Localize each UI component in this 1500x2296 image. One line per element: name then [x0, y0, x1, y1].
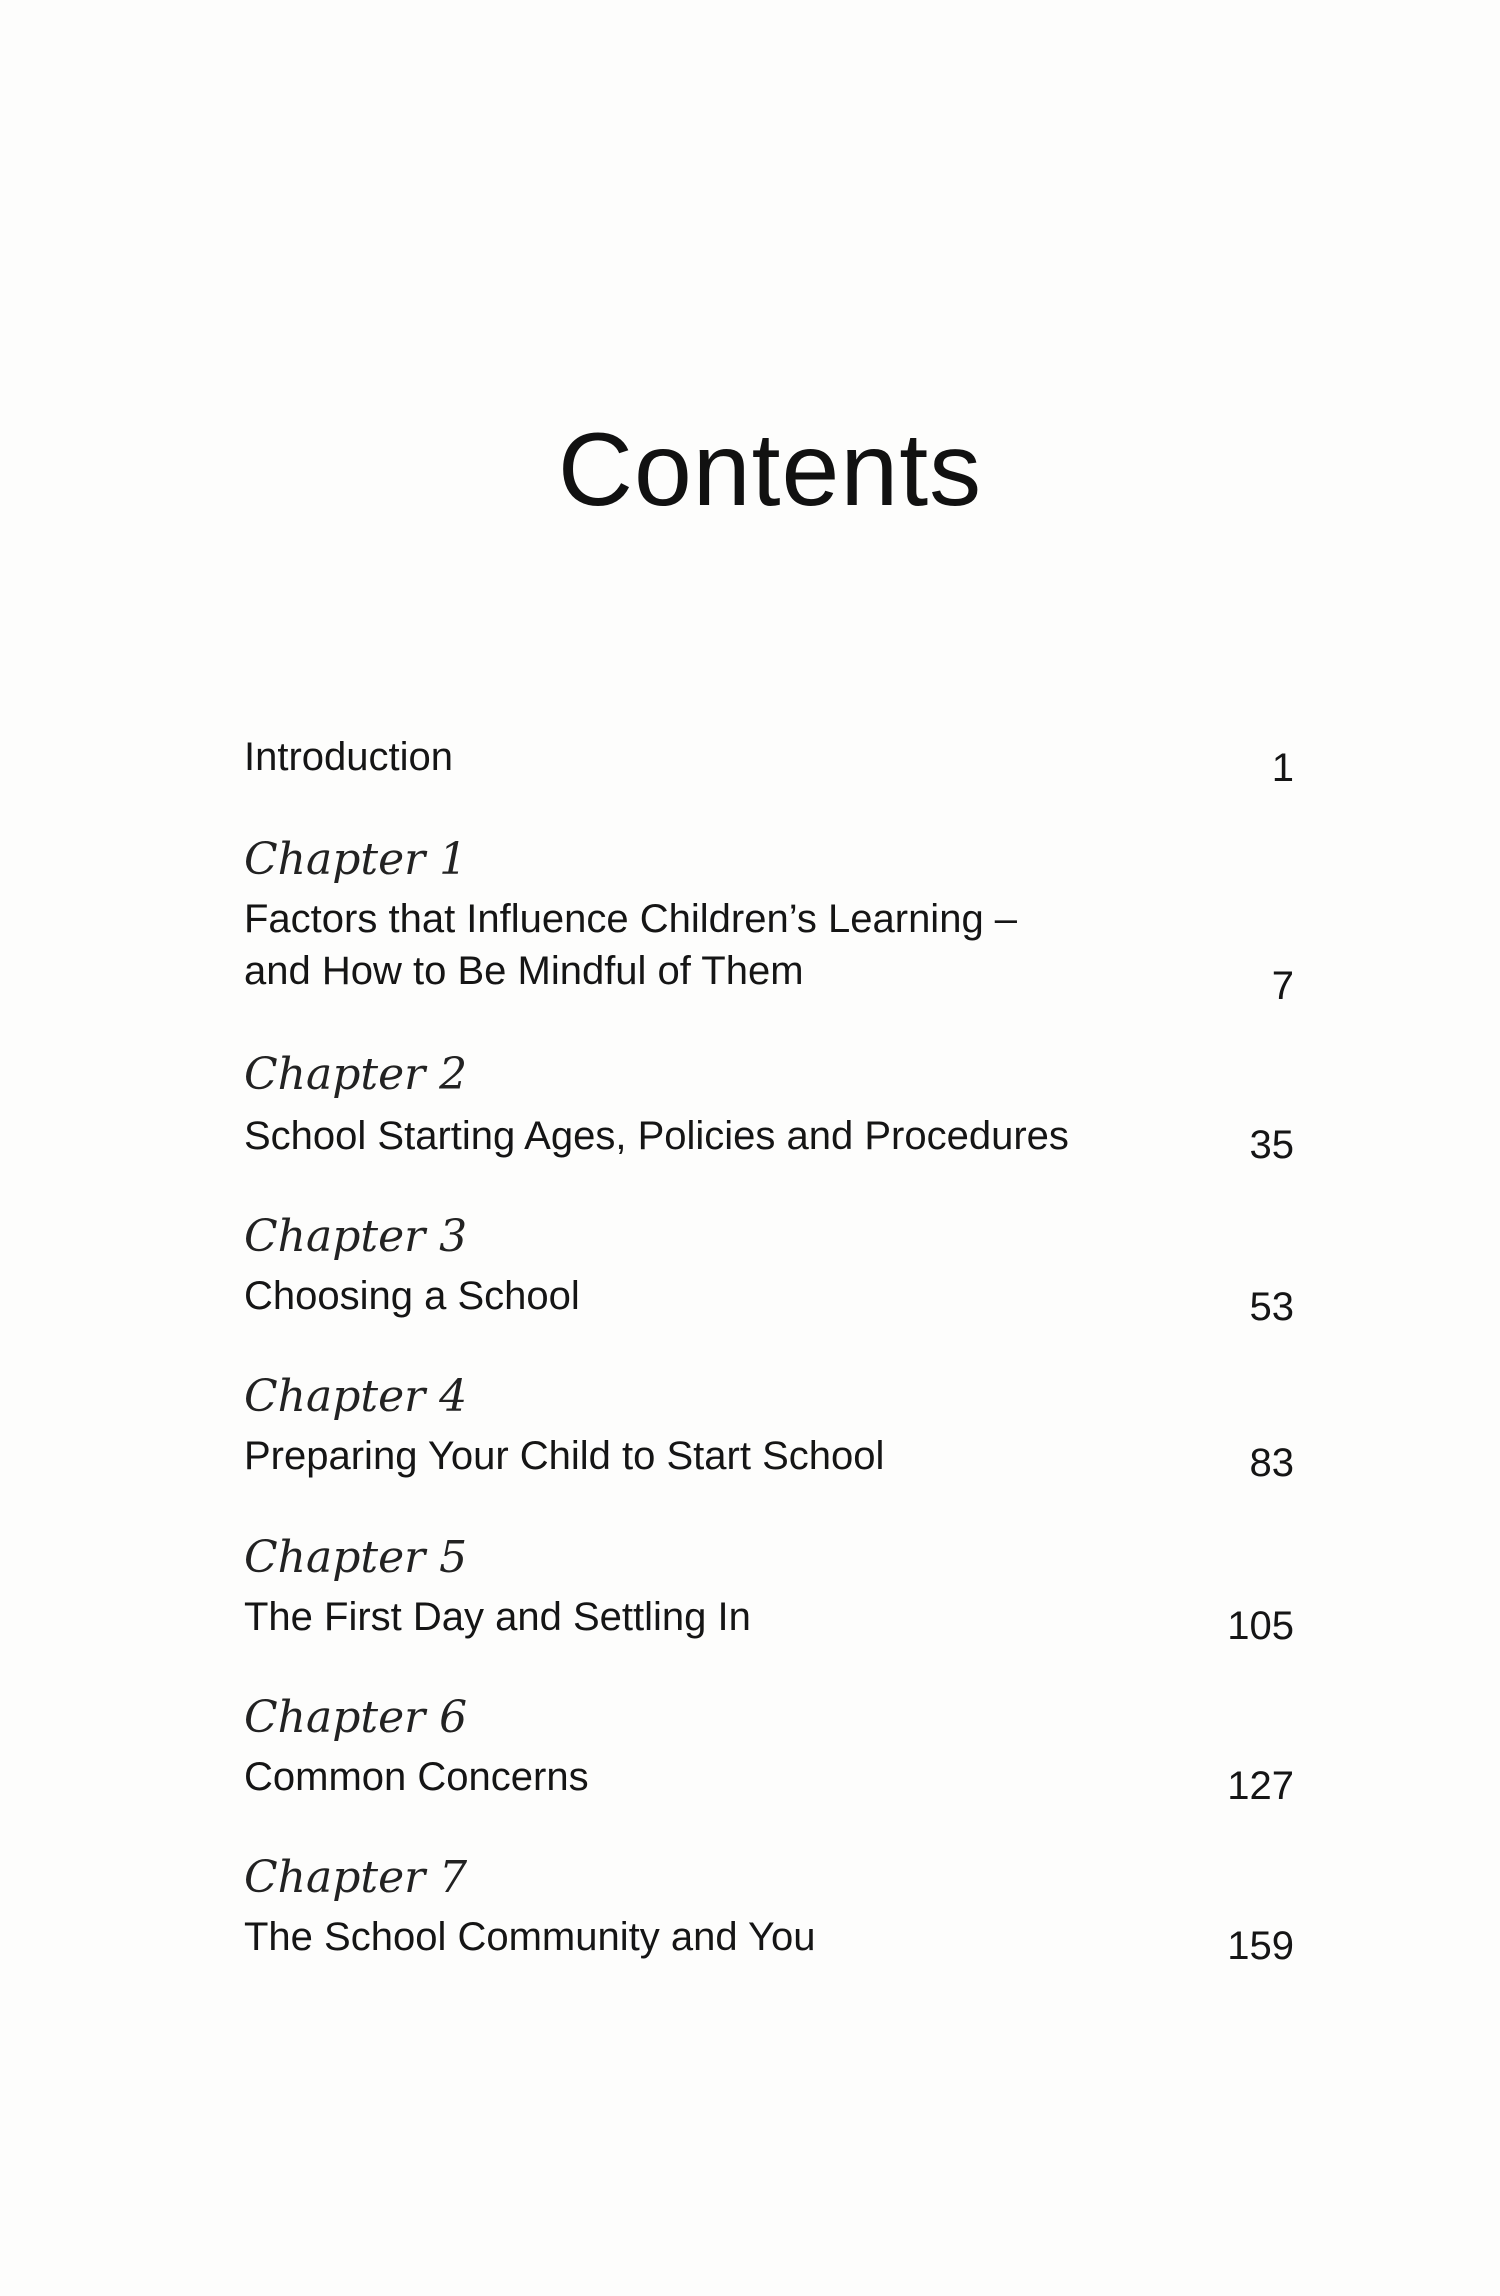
toc-entry-title: Introduction [244, 735, 454, 779]
toc-entry-title: The First Day and Settling In [244, 1595, 751, 1639]
toc-entry-chapter-1[interactable] [244, 834, 1294, 1008]
chapter-label: Chapter 4 [244, 1371, 468, 1422]
chapter-label: Chapter 3 [244, 1211, 468, 1262]
toc-entry-title: The School Community and You [244, 1915, 816, 1959]
toc-entry-chapter-3[interactable] [244, 1211, 1294, 1335]
toc-entry-page: 1 [1271, 746, 1294, 790]
toc-entry-chapter-4[interactable] [244, 1371, 1294, 1495]
toc-entry-page: 105 [1227, 1604, 1294, 1648]
page-title: Contents [557, 412, 983, 528]
chapter-label: Chapter 5 [244, 1532, 468, 1583]
toc-entry-chapter-5[interactable] [244, 1532, 1294, 1656]
toc-entry-chapter-6[interactable] [244, 1692, 1294, 1816]
toc-entry-title: School Starting Ages, Policies and Procedures [244, 1114, 1069, 1158]
toc-entry-page: 7 [1271, 964, 1294, 1008]
toc-entry-page: 83 [1249, 1441, 1294, 1485]
toc-entry-title-line-2: and How to Be Mindful of Them [244, 949, 804, 993]
chapter-label: Chapter 6 [244, 1692, 468, 1743]
toc-entry-title: Choosing a School [244, 1274, 580, 1318]
chapter-label: Chapter 1 [244, 834, 468, 885]
toc-entry-introduction[interactable] [244, 730, 1294, 790]
toc-entry-page: 53 [1249, 1285, 1294, 1329]
chapter-label: Chapter 2 [244, 1049, 468, 1100]
toc-entry-chapter-7[interactable] [244, 1852, 1294, 1976]
toc-entry-title-line-1: Factors that Influence Children’s Learning – [244, 897, 1018, 941]
toc-entry-title: Common Concerns [244, 1755, 589, 1799]
chapter-label: Chapter 7 [244, 1852, 468, 1903]
toc-entry-page: 159 [1227, 1924, 1294, 1968]
toc-entry-chapter-2[interactable] [244, 1049, 1294, 1173]
toc-entry-page: 127 [1227, 1764, 1294, 1808]
toc-entry-page: 35 [1249, 1123, 1294, 1167]
toc-entry-title: Preparing Your Child to Start School [244, 1434, 885, 1478]
